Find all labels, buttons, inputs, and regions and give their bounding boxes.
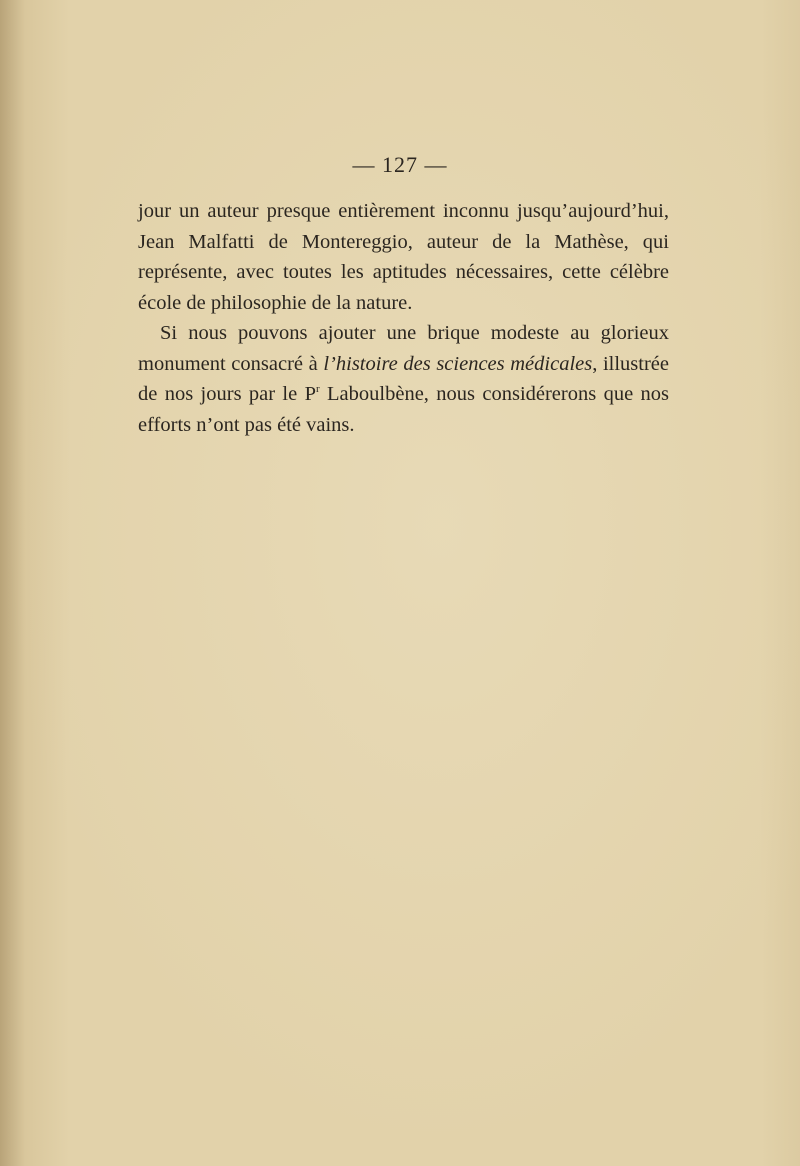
paragraph-2-part-1: Si nous pouvons ajouter une brique modeste au glorieux monument consacré à [138,322,669,375]
paragraph-1: jour un auteur presque entièrement inconnu jusqu’aujourd’hui, Jean Malfatti de Montereggio, auteur de la Mathèse, qui représente, avec toutes les aptitudes nécessaires, cette célèbre école de philosophie de la nature. [138,200,669,314]
paragraph-2 [138,318,669,440]
page-number: — 127 — [352,152,448,177]
book-title: l’histoire des sciences médicales [323,352,593,375]
paragraph-2-part-3: Laboulbène, nous considérerons que nos efforts n’ont pas été vains. [138,383,670,436]
body-text [138,196,669,440]
paragraph-2-part-2: , illustrée de nos jours par le P [138,352,669,405]
title-abbreviation-superscript: r [316,383,320,395]
